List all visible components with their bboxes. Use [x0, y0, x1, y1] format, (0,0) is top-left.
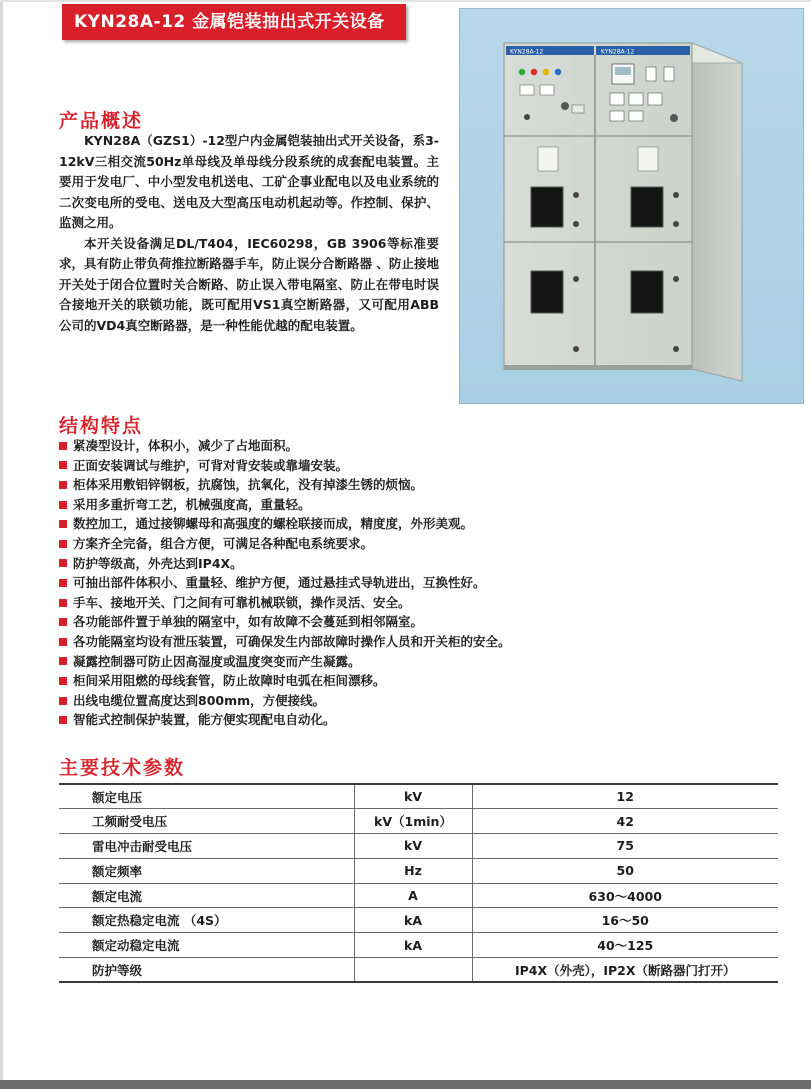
- bullet-square-icon: [59, 579, 67, 587]
- param-value: 75: [472, 834, 778, 859]
- bullet-square-icon: [59, 540, 67, 548]
- feature-item: [59, 514, 779, 534]
- param-unit: kV: [354, 784, 472, 809]
- bullet-square-icon: [59, 677, 67, 685]
- feature-item: [59, 710, 779, 730]
- switchgear-cabinet-illustration: [460, 9, 804, 404]
- feature-item: [59, 652, 779, 672]
- param-name: 防护等级: [59, 958, 354, 983]
- param-unit: kV（1min）: [354, 809, 472, 834]
- param-name: 额定频率: [59, 858, 354, 883]
- feature-text: 各功能部件置于单独的隔室中，如有故障不会蔓延到相邻隔室。: [73, 614, 424, 630]
- bullet-square-icon: [59, 442, 67, 450]
- param-value: 630～4000: [472, 883, 778, 908]
- feature-text: 紧凑型设计，体积小，减少了占地面积。: [73, 438, 299, 453]
- param-name: 额定电压: [59, 784, 354, 809]
- param-unit: kV: [354, 834, 472, 859]
- feature-text: 出线电缆位置高度达到800mm，方便接线。: [73, 692, 326, 708]
- param-unit: kA: [354, 908, 472, 933]
- bullet-square-icon: [59, 559, 67, 567]
- feature-item: [59, 436, 779, 456]
- feature-item: [59, 691, 779, 711]
- feature-item: [59, 632, 779, 652]
- feature-text: 防护等级高，外壳达到IP4X。: [73, 555, 243, 571]
- page-bottom-bar: [0, 1080, 811, 1089]
- feature-item: [59, 495, 779, 515]
- page-top-border: [0, 0, 811, 2]
- table-row: [59, 834, 778, 859]
- feature-item: [59, 534, 779, 554]
- bullet-square-icon: [59, 716, 67, 724]
- table-row: [59, 958, 778, 983]
- features-list: [59, 436, 779, 730]
- title-banner: [62, 4, 406, 40]
- feature-text: 柜间采用阻燃的母线套管，防止故障时电弧在柜间漂移。: [73, 673, 386, 689]
- param-value: 12: [472, 784, 778, 809]
- param-name: 额定动稳定电流: [59, 933, 354, 958]
- overview-paragraph: KYN28A（GZS1）-12型户内金属铠装抽出式开关设备，系3-12kV三相交流50Hz单母线及单母线分段系统的成套配电装置。主要用于发电厂、中小型发电机送电、工矿企事业配电以及电业系统的二次变电所的受电、送电及大型高压电动机起动等。作控制、保护、监测之用。: [59, 133, 439, 230]
- feature-text: 方案齐全完备，组合方便，可满足各种配电系统要求。: [73, 535, 374, 551]
- feature-item: [59, 475, 779, 495]
- page-left-border: [0, 0, 3, 1089]
- overview-heading: 产品概述: [59, 110, 144, 132]
- feature-text: 手车、接地开关、门之间有可靠机械联锁，操作灵活、安全。: [73, 594, 411, 610]
- feature-item: [59, 671, 779, 691]
- bullet-square-icon: [59, 697, 67, 705]
- param-unit: Hz: [354, 858, 472, 883]
- bullet-square-icon: [59, 638, 67, 646]
- param-value: 16～50: [472, 908, 778, 933]
- feature-item: [59, 573, 779, 593]
- cabinet-label-left: KYN28A-12: [510, 48, 544, 56]
- feature-text: 可抽出部件体积小、重量轻、维护方便，通过悬挂式导轨进出，互换性好。: [73, 575, 486, 591]
- feature-item: [59, 593, 779, 613]
- bullet-square-icon: [59, 657, 67, 665]
- feature-item: [59, 456, 779, 476]
- param-name: 雷电冲击耐受电压: [59, 834, 354, 859]
- param-unit: [354, 958, 472, 983]
- bullet-square-icon: [59, 501, 67, 509]
- feature-text: 凝露控制器可防止因高湿度或温度突变而产生凝露。: [73, 653, 361, 669]
- feature-item: [59, 554, 779, 574]
- bullet-square-icon: [59, 520, 67, 528]
- param-name: 额定电流: [59, 883, 354, 908]
- overview-body: [59, 131, 439, 336]
- overview-paragraph: 本开关设备满足DL/T404，IEC60298，GB 3906等标准要求，具有防止带负荷推拉断路器手车，防止误分合断路器 、防止接地开关处于闭合位置时关合断路、防止误入带电隔室、防止在带电时误合接地开关的联锁功能，既可配用VS1真空断路器，又可配用ABB公司的VD4真空断路器，是一种性能优越的配电装置。: [59, 235, 439, 333]
- table-row: [59, 883, 778, 908]
- bullet-square-icon: [59, 461, 67, 469]
- param-name: 工频耐受电压: [59, 809, 354, 834]
- bullet-square-icon: [59, 599, 67, 607]
- table-row: [59, 809, 778, 834]
- param-value: 40～125: [472, 933, 778, 958]
- param-value: IP4X（外壳），IP2X（断路器门打开）: [472, 958, 778, 983]
- params-table: [59, 783, 778, 983]
- table-row: [59, 858, 778, 883]
- feature-text: 正面安装调试与维护，可背对背安装或靠墙安装。: [73, 457, 349, 473]
- table-row: [59, 908, 778, 933]
- cabinet-label-right: KYN28A-12: [601, 48, 635, 56]
- params-heading: 主要技术参数: [59, 757, 186, 779]
- param-name: 额定热稳定电流 （4S）: [59, 908, 354, 933]
- table-row: [59, 933, 778, 958]
- feature-text: 数控加工，通过接铆螺母和高强度的螺栓联接而成，精度度，外形美观。: [73, 516, 474, 532]
- bullet-square-icon: [59, 481, 67, 489]
- param-value: 42: [472, 809, 778, 834]
- feature-text: 柜体采用敷铝锌钢板，抗腐蚀，抗氧化，没有掉漆生锈的烦恼。: [73, 477, 424, 493]
- feature-item: [59, 612, 779, 632]
- param-value: 50: [472, 858, 778, 883]
- features-heading: 结构特点: [59, 415, 144, 437]
- feature-text: 智能式控制保护装置，能方便实现配电自动化。: [73, 712, 336, 728]
- feature-text: 采用多重折弯工艺，机械强度高，重量轻。: [73, 496, 311, 512]
- param-unit: A: [354, 883, 472, 908]
- feature-text: 各功能隔室均设有泄压装置，可确保发生内部故障时操作人员和开关柜的安全。: [73, 633, 511, 649]
- bullet-square-icon: [59, 618, 67, 626]
- product-photo: [459, 8, 804, 404]
- page-title: KYN28A-12 金属铠装抽出式开关设备: [74, 12, 385, 32]
- param-unit: kA: [354, 933, 472, 958]
- table-row: [59, 784, 778, 809]
